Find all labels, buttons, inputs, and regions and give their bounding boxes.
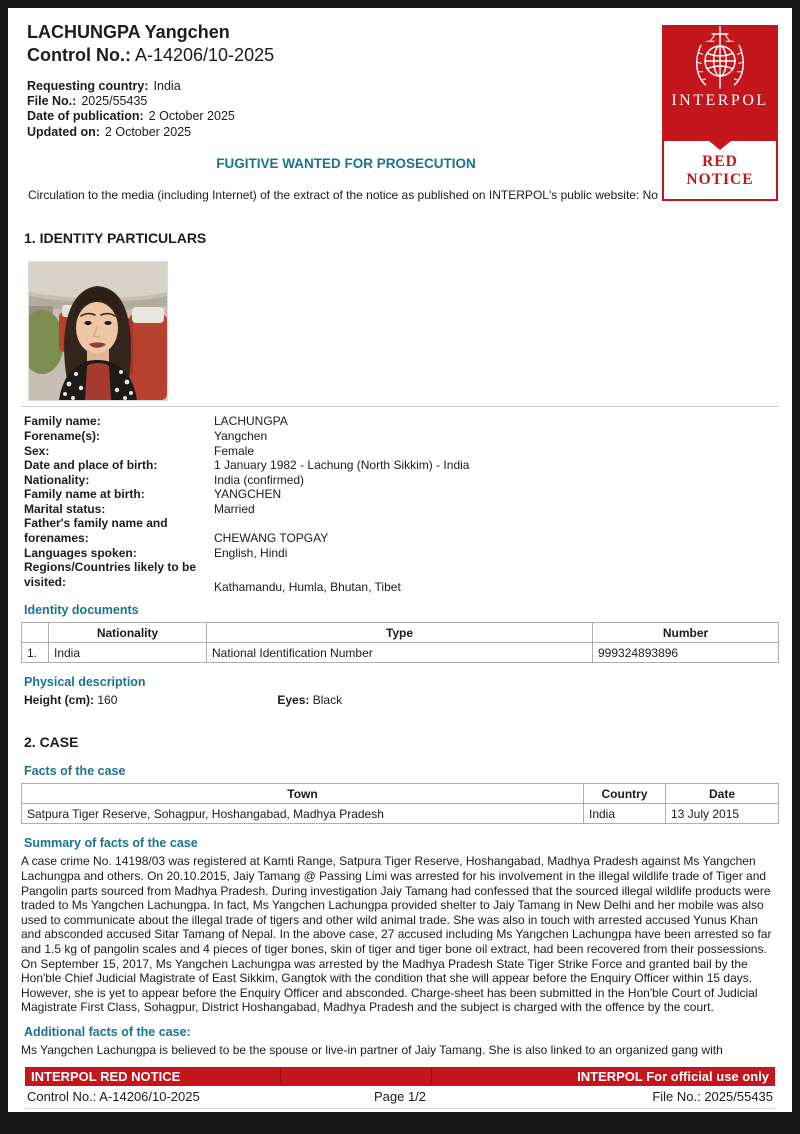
facts-heading: Facts of the case — [24, 764, 126, 779]
col-header-number: Number — [593, 623, 779, 643]
field-value: CHEWANG TOPGAY — [214, 531, 329, 546]
cell-country: India — [584, 804, 666, 824]
field-label: Father's family name and forenames: — [24, 516, 168, 546]
field-value: Kathamandu, Humla, Bhutan, Tibet — [214, 579, 401, 594]
additional-facts-text: Ms Yangchen Lachungpa is believed to be the spouse or live-in partner of Jaiy Tamang. She is also linked to an organized gang with — [21, 1042, 723, 1057]
red-notice-label-box — [662, 141, 778, 201]
field-label: Family name: — [24, 414, 101, 429]
meta-value: India — [153, 79, 181, 93]
footer-control-number: Control No.: A-14206/10-2025 — [27, 1089, 200, 1104]
control-number-label: Control No.: — [27, 45, 131, 65]
logo-notch-triangle — [709, 141, 731, 150]
facts-table — [21, 783, 779, 824]
interpol-logo-red-box — [662, 25, 778, 141]
meta-label: Date of publication: — [27, 109, 144, 124]
identity-documents-header-row — [22, 623, 779, 643]
field-value: YANGCHEN — [214, 487, 282, 502]
field-row-family-name — [24, 414, 779, 429]
field-row-family-name-at-birth — [24, 487, 779, 502]
height-field — [24, 693, 274, 708]
meta-label: Updated on: — [27, 124, 100, 139]
field-label: Regions/Countries likely to be visited: — [24, 560, 197, 589]
fugitive-photo — [28, 261, 168, 401]
footer-bar-middle — [280, 1067, 432, 1086]
red-notice-document-page — [8, 8, 792, 1112]
cell-nationality: India — [49, 643, 207, 663]
meta-value: 2 October 2025 — [104, 124, 192, 139]
col-header-country: Country — [584, 784, 666, 804]
footer-red-bar — [25, 1067, 775, 1086]
field-row-sex — [24, 444, 779, 459]
field-row-languages — [24, 546, 779, 561]
meta-label: Requesting country: — [27, 79, 149, 93]
field-label: Family name at birth: — [24, 487, 145, 502]
field-row-birth — [24, 458, 779, 473]
field-label: Forename(s): — [24, 428, 101, 443]
fugitive-name-title: LACHUNGPA Yangchen — [27, 22, 230, 42]
cell-town: Satpura Tiger Reserve, Sohagpur, Hoshangabad, Madhya Pradesh — [22, 804, 584, 824]
eyes-value: Black — [312, 693, 343, 708]
field-row-forenames — [24, 429, 779, 444]
field-row-father-name — [24, 516, 779, 545]
identity-section-title: 1. IDENTITY PARTICULARS — [24, 230, 207, 247]
field-label: Date and place of birth: — [24, 458, 158, 473]
footer-bar-left: INTERPOL RED NOTICE — [31, 1069, 181, 1084]
footer-file-number: File No.: 2025/55435 — [652, 1089, 774, 1104]
col-header-nationality: Nationality — [49, 623, 207, 643]
field-value: 1 January 1982 - Lachung (North Sikkim) - India — [214, 458, 470, 473]
field-row-regions-visited — [24, 560, 779, 594]
meta-value: 2 October 2025 — [148, 109, 235, 124]
col-header-town: Town — [22, 784, 584, 804]
portrait-photo-illustration — [29, 262, 167, 400]
cell-number: 999324893896 — [593, 643, 779, 663]
col-header-date: Date — [666, 784, 779, 804]
summary-heading: Summary of facts of the case — [24, 836, 198, 851]
cell-type: National Identification Number — [207, 643, 593, 663]
meta-value: 2025/55435 — [81, 94, 148, 109]
field-value: Female — [214, 443, 255, 458]
photo-divider-line — [21, 406, 779, 407]
field-value: English, Hindi — [214, 545, 288, 560]
control-number-value: A-14206/10-2025 — [134, 45, 275, 65]
identity-fields — [24, 414, 779, 594]
field-label: Sex: — [24, 443, 50, 458]
height-value: 160 — [97, 693, 118, 708]
field-label: Languages spoken: — [24, 545, 137, 560]
field-value: Yangchen — [214, 428, 268, 443]
case-section-title: 2. CASE — [24, 734, 79, 751]
facts-header-row — [22, 784, 779, 804]
identity-documents-table — [21, 622, 779, 663]
wanted-banner: FUGITIVE WANTED FOR PROSECUTION — [216, 155, 476, 171]
physical-description-line — [24, 693, 779, 708]
identity-document-row — [22, 643, 779, 663]
summary-text: A case crime No. 14198/03 was registered at Kamti Range, Satpura Tiger Reserve, Hoshangabad, Madhya Pradesh against Ms Yangchen Lachungpa and others. On 20.10.2015, Jaiy Tamang @ Passing Limi was arrested for his involvement in the illegal wildlife trade of Tiger and Pangolin parts sourced from Madhya Pradesh. During investigation Jaiy Tamang had confessed that the sourced illegal wildlife products were traded to Ms Yangchen Lachungpa. In fact, Ms Yangchen Lachungpa provided shelter to Jaiy Tamang in New Delhi and her mobile was also used to communicate about the illegal trade of tigers and other wild animal trade. She was also in touch with arrested accused Yunus Khan and absconded accused Sitar Tamang of Nepal. In the above case, 27 accused including Ms Yangchen Lachungpa have been arrested so far and 1.5 kg of pangolin scales and 4 pieces of tiger bones, skin of tiger and tiger bone oil extract, had been recovered from their possessions. On September 15, 2017, Ms Yangchen Lachungpa was arrested by the Madhya Pradesh State Tiger Strike Force and granted bail by the Hon'ble Chief Judicial Magistrate of East Sikkim, Gangtok with the condition that she will appear before the Enquiry Officer within 15 days. However, she is yet to appear before the Enquiry Officer and absconded. Charge-sheet has been submitted in the Hon'ble Court of Judicial Magistrate First Class, Sohagpur, District Hoshangabad, Madhya Pradesh and the subject is charged with the offence by the court. — [21, 854, 772, 1015]
footer-bar-right: INTERPOL For official use only — [577, 1069, 769, 1084]
circulation-note: Circulation to the media (including Internet) of the extract of the notice as published on INTERPOL's public website: No — [28, 187, 658, 202]
identity-documents-heading: Identity documents — [24, 603, 139, 618]
field-value: LACHUNGPA — [214, 414, 288, 429]
interpol-wordmark: INTERPOL — [671, 92, 769, 109]
field-row-nationality — [24, 473, 779, 488]
field-value: Married — [214, 501, 255, 516]
red-notice-line1: RED — [702, 153, 738, 170]
col-header-index — [22, 623, 49, 643]
facts-row — [22, 804, 779, 824]
field-value: India (confirmed) — [214, 472, 305, 487]
additional-facts-heading: Additional facts of the case: — [24, 1024, 191, 1039]
red-notice-line2: NOTICE — [686, 171, 754, 189]
field-label: Marital status: — [24, 501, 106, 516]
col-header-type: Type — [207, 623, 593, 643]
physical-description-heading: Physical description — [24, 675, 146, 690]
interpol-emblem-icon — [689, 25, 751, 91]
height-label: Height (cm): — [24, 693, 94, 708]
footer-page-indicator: Page 1/2 — [373, 1089, 427, 1104]
page-footer — [25, 1067, 775, 1109]
meta-label: File No.: — [27, 94, 77, 109]
footer-info-row — [25, 1086, 775, 1109]
cell-date: 13 July 2015 — [666, 804, 779, 824]
field-row-marital-status — [24, 502, 779, 517]
interpol-logo — [662, 18, 778, 201]
field-label: Nationality: — [24, 472, 90, 487]
eyes-label: Eyes: — [277, 693, 310, 708]
eyes-field — [277, 693, 342, 707]
cell-index: 1. — [22, 643, 49, 663]
